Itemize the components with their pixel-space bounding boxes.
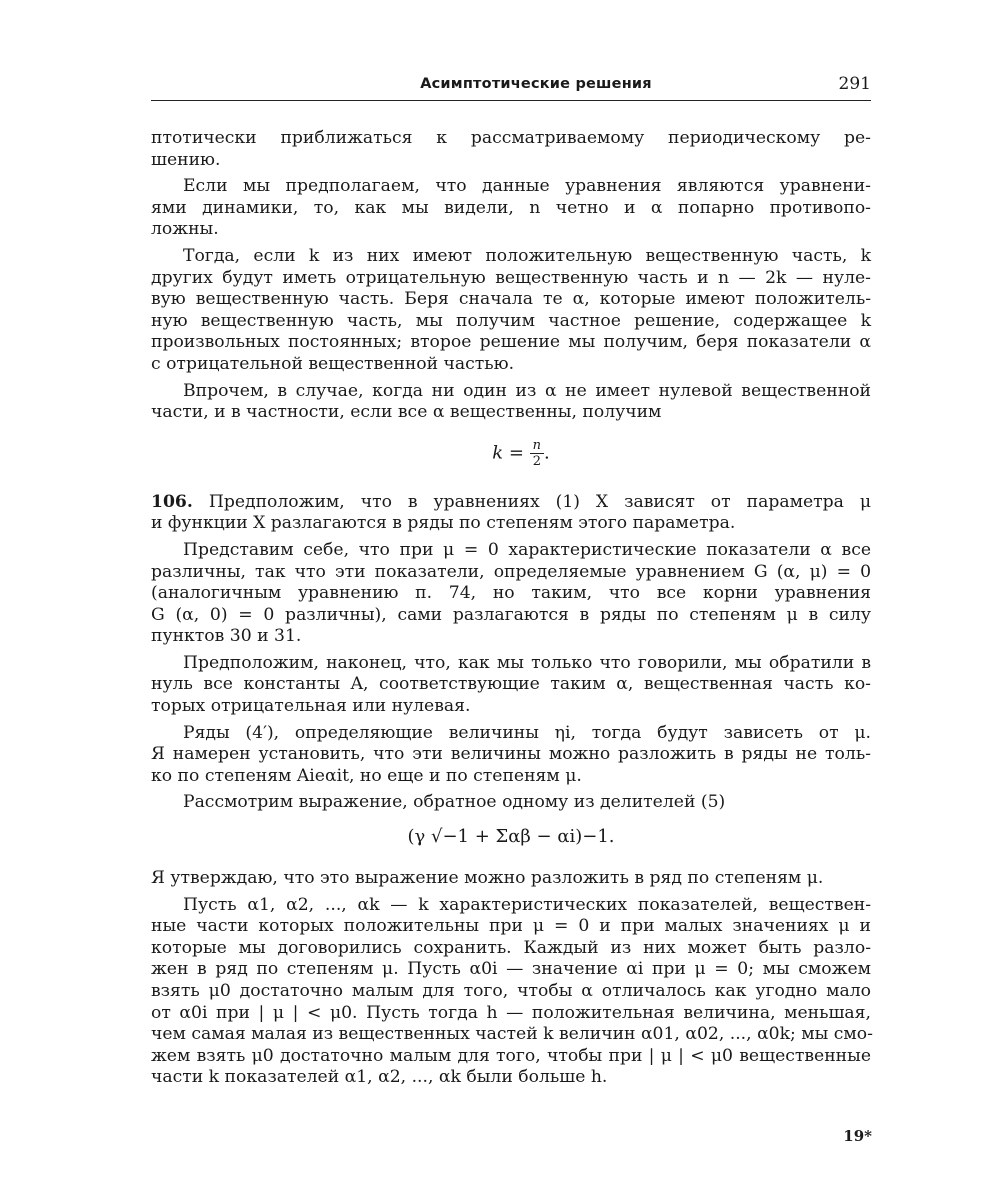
text-line: части, и в частности, если все α вещественны, получим	[151, 402, 662, 423]
text-line: части k показателей α1, α2, ..., αk были больше h.	[151, 1067, 608, 1088]
text-line: Ряды (4′), определяющие величины ηi, тогда будут зависеть от μ.	[183, 722, 871, 743]
main-text	[151, 128, 871, 1089]
text-line: различны, так что эти показатели, определяемые уравнением G (α, μ) = 0	[151, 561, 871, 582]
text-line: с отрицательной вещественной частью.	[151, 353, 515, 374]
text-line: жем взять μ0 достаточно малым для того, чтобы при | μ | < μ0 вещественные	[151, 1045, 871, 1066]
text-line: (аналогичным уравнению п. 74, но таким, что все корни уравнения	[151, 583, 871, 604]
text-line: вую вещественную часть. Беря сначала те α, которые имеют положитель-	[151, 289, 871, 310]
formula-divisor: (γ √−1 + Σαβ − αi)−1.	[407, 826, 615, 848]
header-rule	[151, 100, 871, 101]
text-line: от α0i при | μ | < μ0. Пусть тогда h — положительная величина, меньшая,	[151, 1002, 871, 1023]
text-line: ями динамики, то, как мы видели, n четно и α попарно противопо-	[151, 197, 871, 218]
formula-lhs: k =	[492, 442, 524, 464]
text-line: чем самая малая из вещественных частей k величин α01, α02, ..., α0k; мы смо-	[151, 1024, 873, 1045]
text-line: Я намерен установить, что эти величины можно разложить в ряды не толь-	[151, 744, 871, 765]
text-line: ко по степеням Aieαit, но еще и по степеням μ.	[151, 765, 582, 786]
running-header	[151, 74, 871, 98]
text-line: Предположим, что в уравнениях (1) X зависят от параметра μ	[208, 491, 871, 512]
text-line: пунктов 30 и 31.	[151, 626, 302, 647]
text-line: и функции X разлагаются в ряды по степеням этого параметра.	[151, 513, 736, 534]
text-line: G (α, 0) = 0 различны), сами разлагаются в ряды по степеням μ в силу	[151, 604, 871, 625]
text-line: жен в ряд по степеням μ. Пусть α0i — значение αi при μ = 0; мы сможем	[151, 959, 871, 980]
fraction-denominator: 2	[532, 453, 541, 469]
text-line: Рассмотрим выражение, обратное одному из делителей (5)	[183, 792, 726, 813]
text-line: нуль все константы A, соответствующие таким α, вещественная часть ко-	[151, 674, 871, 695]
text-line: взять μ0 достаточно малым для того, чтобы α отличалось как угодно мало	[151, 981, 871, 1001]
running-title: Асимптотические решения	[420, 76, 652, 92]
section-first-line	[151, 492, 871, 514]
text-line: Если мы предполагаем, что данные уравнения являются уравнени-	[183, 176, 871, 197]
text-line: Представим себе, что при μ = 0 характеристические показатели α все	[183, 539, 871, 560]
signature-mark: 19*	[843, 1127, 872, 1145]
page-number: 291	[838, 74, 871, 94]
section-number: 106.	[151, 491, 193, 512]
text-line: других будут иметь отрицательную вещественную часть и n — 2k — нуле-	[151, 267, 871, 288]
text-line: ную вещественную часть, мы получим частное решение, содержащее k	[151, 310, 871, 331]
text-line: Впрочем, в случае, когда ни один из α не имеет нулевой вещественной	[183, 380, 871, 401]
text-line: ные части которых положительны при μ = 0 и при малых значениях μ и	[151, 916, 871, 937]
fraction-numerator: n	[530, 438, 544, 454]
formula-k	[151, 438, 871, 472]
text-line: Я утверждаю, что это выражение можно разложить в ряд по степеням μ.	[151, 868, 824, 889]
formula-fraction	[530, 438, 544, 469]
text-line: Пусть α1, α2, ..., αk — k характеристических показателей, веществен-	[183, 894, 871, 915]
text-line: торых отрицательная или нулевая.	[151, 696, 471, 717]
text-line: птотически приближаться к рассматриваемому периодическому ре-	[151, 128, 871, 148]
text-line: которые мы договорились сохранить. Каждый из них может быть разло-	[151, 937, 871, 958]
text-line: ложны.	[151, 219, 219, 240]
text-line: шению.	[151, 149, 221, 170]
formula-tail: .	[544, 442, 550, 464]
text-line: Тогда, если k из них имеют положительную вещественную часть, k	[183, 245, 871, 266]
text-line: Предположим, наконец, что, как мы только что говорили, мы обратили в	[183, 652, 871, 673]
text-line: произвольных постоянных; второе решение мы получим, беря показатели α	[151, 332, 871, 353]
